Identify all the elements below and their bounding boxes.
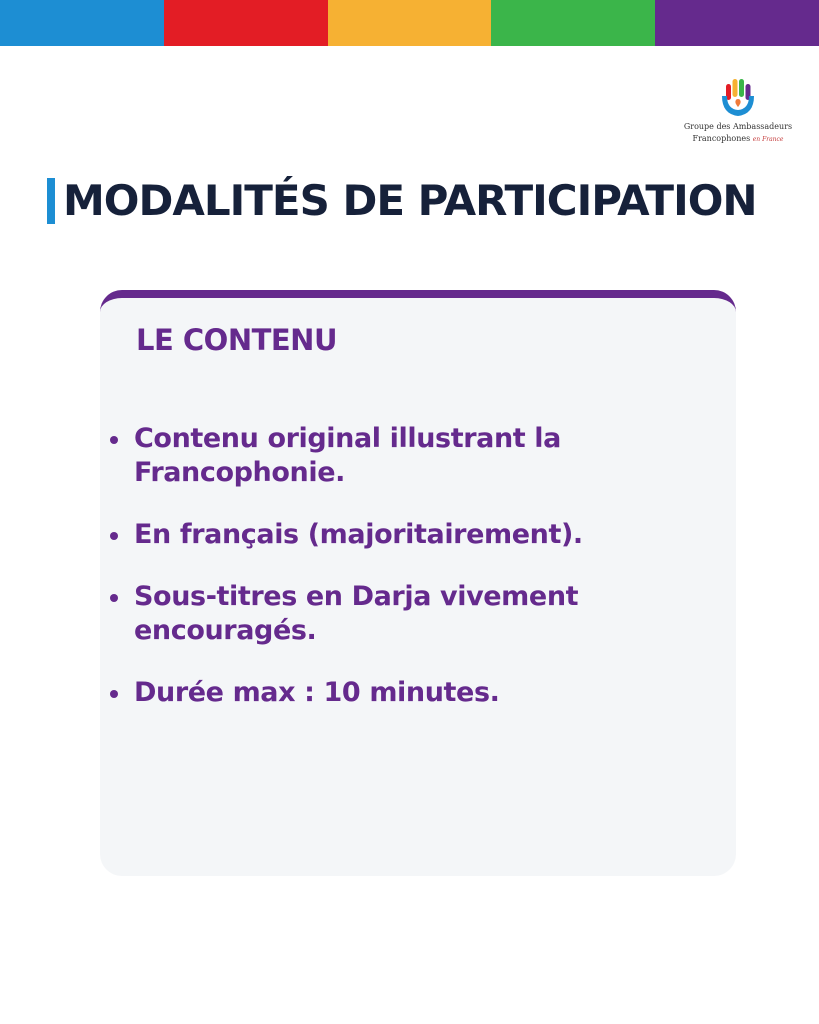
bullet-icon	[110, 594, 118, 602]
requirements-list	[108, 422, 708, 738]
list-item	[108, 422, 708, 490]
list-item	[108, 518, 708, 552]
content-card	[100, 290, 736, 876]
list-item	[108, 676, 708, 710]
list-item-text: Sous-titres en Darja vivement encouragés.	[134, 581, 579, 646]
stripe-segment-green	[491, 0, 655, 46]
stripe-segment-purple	[655, 0, 819, 46]
bullet-icon	[110, 436, 118, 444]
organization-logo	[680, 76, 796, 148]
hand-logo-icon	[718, 76, 758, 120]
stripe-segment-blue	[0, 0, 164, 46]
bullet-icon	[110, 690, 118, 698]
bullet-icon	[110, 532, 118, 540]
list-item-text: En français (majoritairement).	[134, 519, 583, 550]
logo-text-line1: Groupe des Ambassadeurs	[683, 122, 793, 131]
stripe-segment-red	[164, 0, 328, 46]
list-item-text: Durée max : 10 minutes.	[134, 677, 500, 708]
page-title: MODALITÉS DE PARTICIPATION	[63, 176, 757, 225]
title-accent-bar	[47, 178, 55, 224]
logo-text-line2	[680, 134, 796, 145]
list-item	[108, 580, 708, 648]
list-item-text: Contenu original illustrant la Francophonie.	[134, 423, 561, 488]
card-heading: LE CONTENU	[136, 323, 338, 357]
logo-text-francophones: Francophones	[692, 134, 751, 143]
top-color-stripe	[0, 0, 819, 46]
stripe-segment-yellow	[328, 0, 492, 46]
logo-text-script: en France	[752, 136, 784, 143]
